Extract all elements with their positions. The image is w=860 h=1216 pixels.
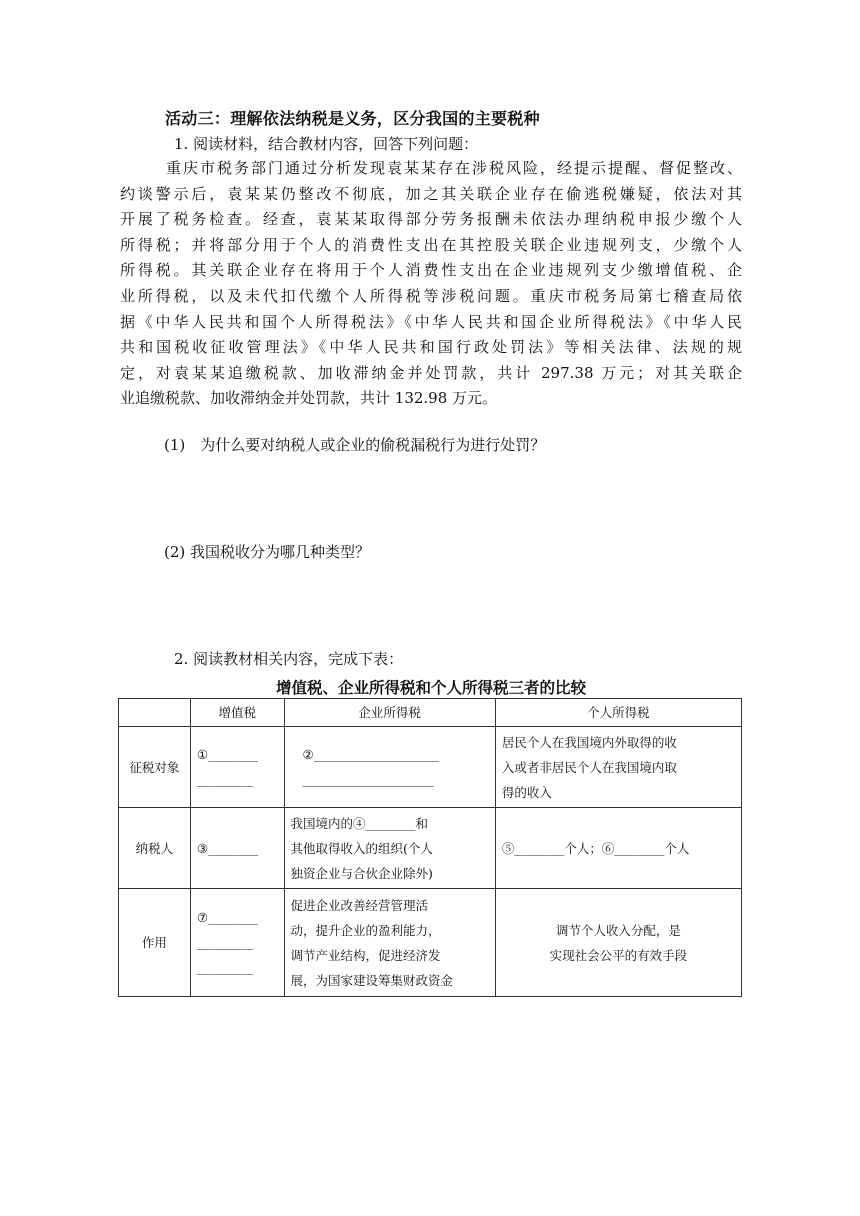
- activity-title: 活动三：理解依法纳税是义务，区分我国的主要税种: [165, 109, 540, 128]
- answer-cell: [284, 727, 495, 808]
- answer-cell: [495, 808, 741, 889]
- question-2-prompt: 2. 阅读教材相关内容，完成下表：: [174, 650, 404, 668]
- cell-line: 促进企业改善经营管理活: [290, 897, 429, 913]
- material-line: 约谈警示后，袁某某仍整改不彻底，加之其关联企业存在偷逃税嫌疑，依法对其: [120, 184, 742, 203]
- question-1-prompt: 1. 阅读材料，结合教材内容，回答下列问题：: [174, 135, 479, 153]
- material-line: 业追缴税款、加收滞纳金并处罚款，共计 132.98 万元。: [120, 389, 498, 408]
- table-row: [119, 889, 742, 997]
- material-line: 定，对袁某某追缴税款、加收滞纳金并处罚款，共计 297.38 万元；对其关联企: [120, 363, 742, 382]
- answer-blank[interactable]: ⑤________个人；⑥________个人: [501, 840, 690, 856]
- table-header-row: [119, 699, 742, 727]
- answer-blank[interactable]: ③________: [196, 840, 259, 856]
- cell-line: 动，提升企业的盈利能力，: [290, 922, 441, 938]
- cell-line: 实现社会公平的有效手段: [549, 947, 688, 963]
- tax-comparison-table: [118, 698, 742, 997]
- answer-cell: [190, 727, 284, 808]
- answer-blank[interactable]: ⑦________: [196, 910, 259, 925]
- answer-cell: [190, 889, 284, 997]
- table-row: [119, 808, 742, 889]
- answer-blank[interactable]: ②____________________: [302, 747, 439, 762]
- text-cell: [284, 808, 495, 889]
- header-cell: 企业所得税: [284, 699, 495, 727]
- material-line: 业所得税，以及未代扣代缴个人所得税等涉税问题。重庆市税务局第七稽查局依: [120, 286, 742, 305]
- header-cell: [119, 699, 191, 727]
- text-cell: [495, 889, 741, 997]
- header-cell: 增值税: [190, 699, 284, 727]
- reading-material: [120, 156, 742, 412]
- cell-line: 调节个人收入分配，是: [555, 922, 681, 938]
- cell-line: 独资企业与合伙企业除外): [290, 865, 433, 881]
- answer-blank[interactable]: _________: [196, 772, 254, 787]
- row-label: 征税对象: [119, 727, 191, 808]
- cell-line: 入或者非居民个人在我国境内取: [501, 759, 677, 775]
- material-line: 据《中华人民共和国个人所得税法》《中华人民共和国企业所得税法》《中华人民: [120, 312, 742, 331]
- text-cell: [495, 727, 741, 808]
- material-line: 所得税；并将部分用于个人的消费性支出在其控股关联企业违规列支，少缴个人: [120, 235, 742, 254]
- answer-blank[interactable]: _____________________: [302, 772, 434, 787]
- material-line: 重庆市税务部门通过分析发现袁某某存在涉税风险，经提示提醒、督促整改、: [166, 159, 742, 177]
- answer-blank[interactable]: _________: [196, 960, 254, 975]
- answer-blank[interactable]: _________: [196, 935, 254, 950]
- material-line: 所得税。其关联企业存在将用于个人消费性支出在企业违规列支少缴增值税、企: [120, 261, 742, 280]
- row-label: 作用: [119, 889, 191, 997]
- table-row: [119, 727, 742, 808]
- cell-line: 居民个人在我国境内外取得的收: [501, 734, 677, 750]
- answer-cell: [190, 808, 284, 889]
- cell-line[interactable]: 我国境内的④________和: [290, 815, 429, 831]
- material-line: 开展了税务检查。经查，袁某某取得部分劳务报酬未依法办理纳税申报少缴个人: [120, 210, 742, 229]
- cell-line: 得的收入: [501, 784, 552, 800]
- material-line: 共和国税收征收管理法》《中华人民共和国行政处罚法》等相关法律、法规的规: [120, 338, 742, 357]
- cell-line: 调节产业结构，促进经济发: [290, 947, 441, 963]
- cell-line: 其他取得收入的组织(个人: [290, 840, 433, 856]
- header-cell: 个人所得税: [495, 699, 741, 727]
- row-label: 纳税人: [119, 808, 191, 889]
- sub-question-2: (2) 我国税收分为哪几种类型？: [164, 543, 371, 561]
- text-cell: [284, 889, 495, 997]
- table-title: 增值税、企业所得税和个人所得税三者的比较: [275, 679, 586, 697]
- answer-blank[interactable]: ①________: [196, 747, 259, 762]
- cell-line: 展，为国家建设筹集财政资金: [290, 972, 454, 988]
- sub-question-1: (1) 为什么要对纳税人或企业的偷税漏税行为进行处罚？: [164, 436, 546, 454]
